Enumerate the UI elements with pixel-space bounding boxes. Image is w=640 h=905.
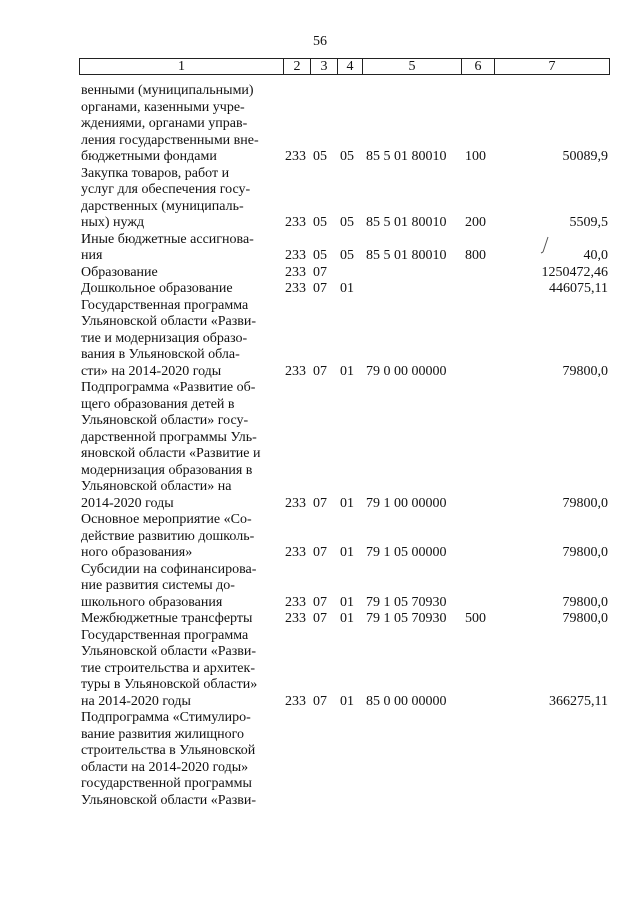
cell-c5: 79 1 05 70930: [366, 594, 447, 610]
table-row: [0, 380, 640, 512]
row-name-line: Ульяновской области «Разви-: [81, 314, 257, 329]
table-row: [0, 166, 640, 232]
row-name: [81, 298, 277, 381]
cell-c4: 01: [340, 281, 354, 296]
row-name-line: Государственная программа: [81, 297, 249, 313]
row-name: [81, 512, 277, 562]
cell-c4: 05: [340, 248, 354, 263]
table-row: [0, 628, 640, 711]
cell-c7: 79800,0: [562, 363, 608, 379]
row-name: [81, 380, 277, 512]
row-name-line: Государственная программа: [81, 627, 249, 643]
cell-c4: 05: [340, 215, 354, 230]
row-name-line: Межбюджетные трансферты: [81, 611, 253, 626]
cell-c2: 233: [285, 495, 306, 511]
row-name: [81, 281, 277, 298]
row-name: [81, 628, 277, 711]
row-name: [81, 83, 277, 166]
row-name-line: дарственной программы Уль-: [81, 429, 257, 445]
row-name-line: туры в Ульяновской области»: [81, 677, 258, 692]
table-row: [0, 512, 640, 562]
cell-c3: 07: [313, 363, 327, 379]
row-name-line: Ульяновской области «Разви-: [81, 644, 257, 659]
cell-c7: 1250472,46: [541, 264, 608, 280]
table-row: [0, 265, 640, 282]
cell-c5: 85 0 00 00000: [366, 693, 447, 709]
table-body: [0, 83, 640, 809]
row-name-line: Закупка товаров, работ и: [81, 165, 230, 181]
cell-c2: 233: [285, 363, 306, 379]
row-name-line: ного образования»: [81, 545, 193, 560]
cell-c5: 79 1 05 70930: [366, 611, 447, 626]
row-name-line: Ульяновской области «Разви-: [81, 792, 257, 808]
row-name-line: сти» на 2014-2020 годы: [81, 363, 222, 379]
cell-c2: 233: [285, 693, 306, 709]
cell-c7: 79800,0: [562, 545, 608, 560]
row-name: [81, 562, 277, 612]
row-name-line: Иные бюджетные ассигнова-: [81, 231, 254, 247]
pen-mark-icon: [540, 236, 550, 254]
cell-c4: 01: [340, 594, 354, 610]
row-name-line: ние развития системы до-: [81, 578, 235, 593]
cell-c3: 07: [313, 264, 327, 280]
cell-c5: 85 5 01 80010: [366, 149, 447, 164]
cell-c7: 79800,0: [562, 594, 608, 610]
table-row: [0, 83, 640, 166]
header-col-4: 4: [337, 59, 362, 74]
cell-c2: 233: [285, 545, 306, 560]
row-name-line: щего образования детей в: [81, 396, 235, 412]
cell-c3: 07: [313, 545, 327, 560]
row-name-line: государственной программы: [81, 776, 252, 791]
row-name-line: модернизация образования в: [81, 462, 253, 478]
cell-c2: 233: [285, 264, 306, 280]
cell-c4: 01: [340, 693, 354, 709]
cell-c2: 233: [285, 281, 306, 296]
row-name: [81, 611, 277, 628]
table-row: [0, 710, 640, 809]
cell-c7: 50089,9: [562, 149, 608, 164]
cell-c3: 05: [313, 215, 327, 230]
row-name-line: области на 2014-2020 годы»: [81, 759, 249, 775]
cell-c6: 800: [465, 248, 486, 263]
row-name-line: действие развитию дошколь-: [81, 528, 255, 544]
page-number: 56: [313, 34, 327, 49]
table-header: [79, 58, 610, 75]
row-name: [81, 265, 277, 282]
cell-c4: 01: [340, 495, 354, 511]
cell-c5: 79 0 00 00000: [366, 363, 447, 379]
cell-c2: 233: [285, 611, 306, 626]
cell-c5: 79 1 00 00000: [366, 495, 447, 511]
cell-c3: 07: [313, 693, 327, 709]
row-name-line: ния: [81, 248, 103, 263]
row-name-line: Основное мероприятие «Со-: [81, 512, 252, 527]
cell-c7: 79800,0: [562, 611, 608, 626]
row-name-line: услуг для обеспечения госу-: [81, 182, 251, 197]
cell-c5: 79 1 05 00000: [366, 545, 447, 560]
row-name-line: Субсидии на софинансирова-: [81, 561, 257, 577]
cell-c2: 233: [285, 248, 306, 263]
cell-c3: 07: [313, 281, 327, 296]
row-name-line: 2014-2020 годы: [81, 495, 174, 511]
header-col-1: 1: [178, 59, 185, 74]
row-name-line: Ульяновской области» госу-: [81, 413, 249, 428]
row-name-line: Образование: [81, 264, 158, 280]
row-name-line: Подпрограмма «Развитие об-: [81, 380, 256, 395]
row-name-line: вание развития жилищного: [81, 726, 245, 742]
cell-c3: 07: [313, 594, 327, 610]
row-name-line: строительства в Ульяновской: [81, 743, 256, 758]
cell-c7: 40,0: [583, 248, 608, 263]
cell-c3: 07: [313, 495, 327, 511]
cell-c3: 05: [313, 149, 327, 164]
cell-c5: 85 5 01 80010: [366, 248, 447, 263]
row-name-line: органами, казенными учре-: [81, 99, 245, 115]
cell-c2: 233: [285, 215, 306, 230]
row-name-line: ждениями, органами управ-: [81, 116, 248, 131]
cell-c3: 07: [313, 611, 327, 626]
row-name-line: бюджетными фондами: [81, 149, 217, 164]
row-name-line: школьного образования: [81, 594, 223, 610]
row-name-line: на 2014-2020 годы: [81, 693, 191, 709]
cell-c4: 05: [340, 149, 354, 164]
header-col-6: 6: [461, 59, 494, 74]
cell-c2: 233: [285, 594, 306, 610]
table-row: [0, 611, 640, 628]
cell-c4: 01: [340, 363, 354, 379]
row-name: [81, 166, 277, 232]
row-name-line: Дошкольное образование: [81, 281, 233, 296]
cell-c6: 200: [465, 215, 486, 230]
row-name-line: венными (муниципальными): [81, 83, 254, 98]
cell-c3: 05: [313, 248, 327, 263]
cell-c4: 01: [340, 611, 354, 626]
table-row: [0, 298, 640, 381]
row-name: [81, 232, 277, 265]
row-name-line: тие строительства и архитек-: [81, 660, 255, 676]
row-name-line: вания в Ульяновской обла-: [81, 347, 240, 362]
row-name-line: дарственных (муниципаль-: [81, 198, 244, 214]
header-col-2: 2: [283, 59, 310, 74]
cell-c5: 85 5 01 80010: [366, 215, 447, 230]
row-name-line: тие и модернизация образо-: [81, 330, 248, 346]
header-col-7: 7: [494, 59, 609, 74]
table-row: [0, 562, 640, 612]
row-name: [81, 710, 277, 809]
row-name-line: ных) нужд: [81, 215, 145, 230]
cell-c6: 100: [465, 149, 486, 164]
row-name-line: Ульяновской области» на: [81, 479, 232, 494]
table-row: [0, 281, 640, 298]
row-name-line: ления государственными вне-: [81, 132, 259, 148]
cell-c2: 233: [285, 149, 306, 164]
cell-c7: 366275,11: [549, 693, 608, 709]
header-col-5: 5: [362, 59, 461, 74]
cell-c4: 01: [340, 545, 354, 560]
cell-c7: 5509,5: [569, 215, 608, 230]
cell-c7: 446075,11: [549, 281, 608, 296]
cell-c7: 79800,0: [562, 495, 608, 511]
cell-c6: 500: [465, 611, 486, 626]
header-col-3: 3: [310, 59, 337, 74]
row-name-line: яновской области «Развитие и: [81, 446, 261, 461]
row-name-line: Подпрограмма «Стимулиро-: [81, 710, 251, 725]
